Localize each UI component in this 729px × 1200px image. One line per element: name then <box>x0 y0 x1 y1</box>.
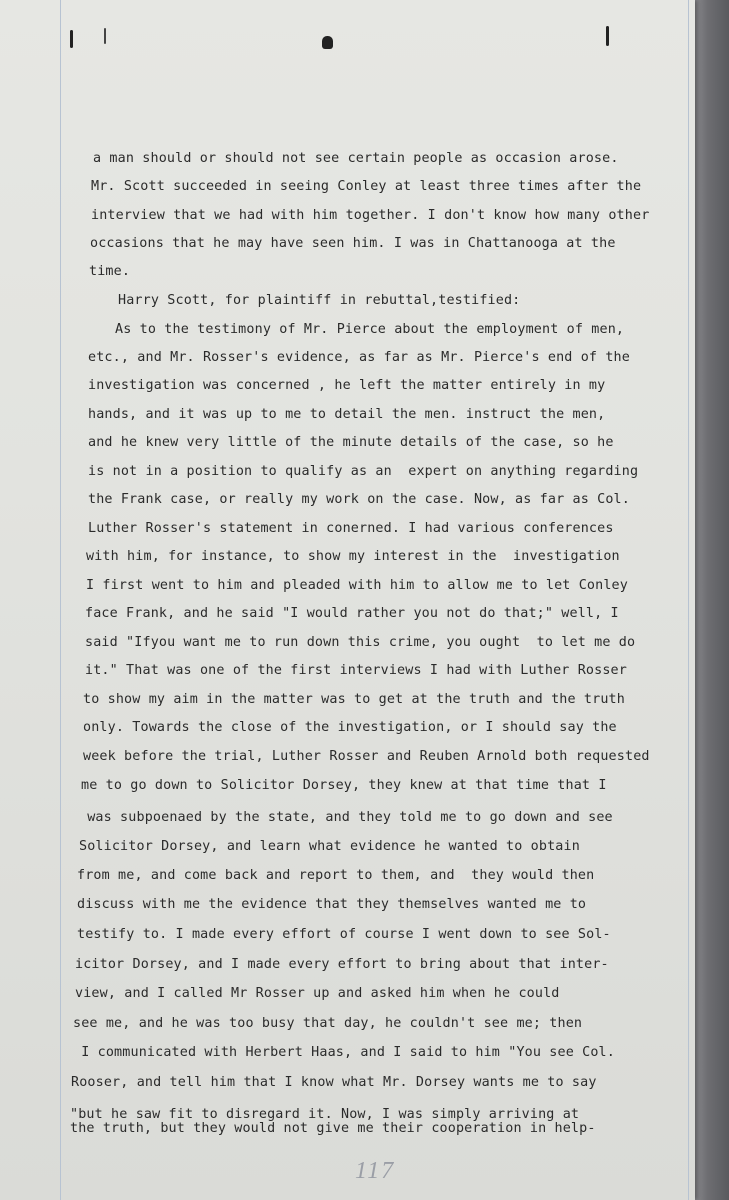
desk-background <box>693 0 729 1200</box>
text-line: and he knew very little of the minute details of the case, so he <box>88 435 614 450</box>
text-line: I communicated with Herbert Haas, and I said to him "You see Col. <box>73 1045 615 1060</box>
text-line: "but he saw fit to disregard it. Now, I was simply arriving at <box>70 1107 580 1122</box>
text-line: was subpoenaed by the state, and they told me to go down and see <box>79 810 613 825</box>
text-line: is not in a position to qualify as an expert on anything regarding <box>88 464 639 479</box>
text-line: week before the trial, Luther Rosser and Reuben Arnold both requested <box>83 749 650 764</box>
page-number: 117 <box>355 1158 396 1184</box>
text-line: Mr. Scott succeeded in seeing Conley at least three times after the <box>91 179 642 194</box>
text-line: Solicitor Dorsey, and learn what evidence he wanted to obtain <box>79 839 580 854</box>
text-line: view, and I called Mr Rosser up and asked him when he could <box>75 986 560 1001</box>
text-line: icitor Dorsey, and I made every effort to bring about that inter- <box>75 957 609 972</box>
text-line: time. <box>89 264 131 279</box>
text-line: a man should or should not see certain people as occasion arose. <box>93 151 619 166</box>
text-line: the truth, but they would not give me their cooperation in help- <box>70 1121 596 1136</box>
text-line: with him, for instance, to show my interest in the investigation <box>86 549 620 564</box>
text-line: Luther Rosser's statement in conerned. I had various conferences <box>88 521 614 536</box>
text-line: occasions that he may have seen him. I was in Chattanooga at the <box>90 236 616 251</box>
text-line: the Frank case, or really my work on the case. Now, as far as Col. <box>88 492 630 507</box>
text-line: discuss with me the evidence that they themselves wanted me to <box>77 897 587 912</box>
text-line: from me, and come back and report to them, and they would then <box>77 868 595 883</box>
text-line: I first went to him and pleaded with him to allow me to let Conley <box>86 578 628 593</box>
text-line: it." That was one of the first interviews I had with Luther Rosser <box>85 663 627 678</box>
text-line: only. Towards the close of the investigation, or I should say the <box>83 720 617 735</box>
text-line: testify to. I made every effort of course I went down to see Sol- <box>77 927 611 942</box>
text-line: said "Ifyou want me to run down this crime, you ought to let me do <box>85 635 636 650</box>
text-line: Rooser, and tell him that I know what Mr. Dorsey wants me to say <box>71 1075 597 1090</box>
text-line: hands, and it was up to me to detail the men. instruct the men, <box>88 407 606 422</box>
text-line: face Frank, and he said "I would rather you not do that;" well, I <box>85 606 619 621</box>
text-line: etc., and Mr. Rosser's evidence, as far as Mr. Pierce's end of the <box>88 350 630 365</box>
text-line: see me, and he was too busy that day, he couldn't see me; then <box>73 1016 583 1031</box>
text-line: As to the testimony of Mr. Pierce about the employment of men, <box>115 322 625 337</box>
text-line: Harry Scott, for plaintiff in rebuttal,testified: <box>118 293 521 308</box>
text-line: to show my aim in the matter was to get at the truth and the truth <box>83 692 625 707</box>
text-line: interview that we had with him together. I don't know how many other <box>91 208 650 223</box>
text-line: investigation was concerned , he left the matter entirely in my <box>88 378 606 393</box>
text-line: me to go down to Solicitor Dorsey, they knew at that time that I <box>81 778 607 793</box>
